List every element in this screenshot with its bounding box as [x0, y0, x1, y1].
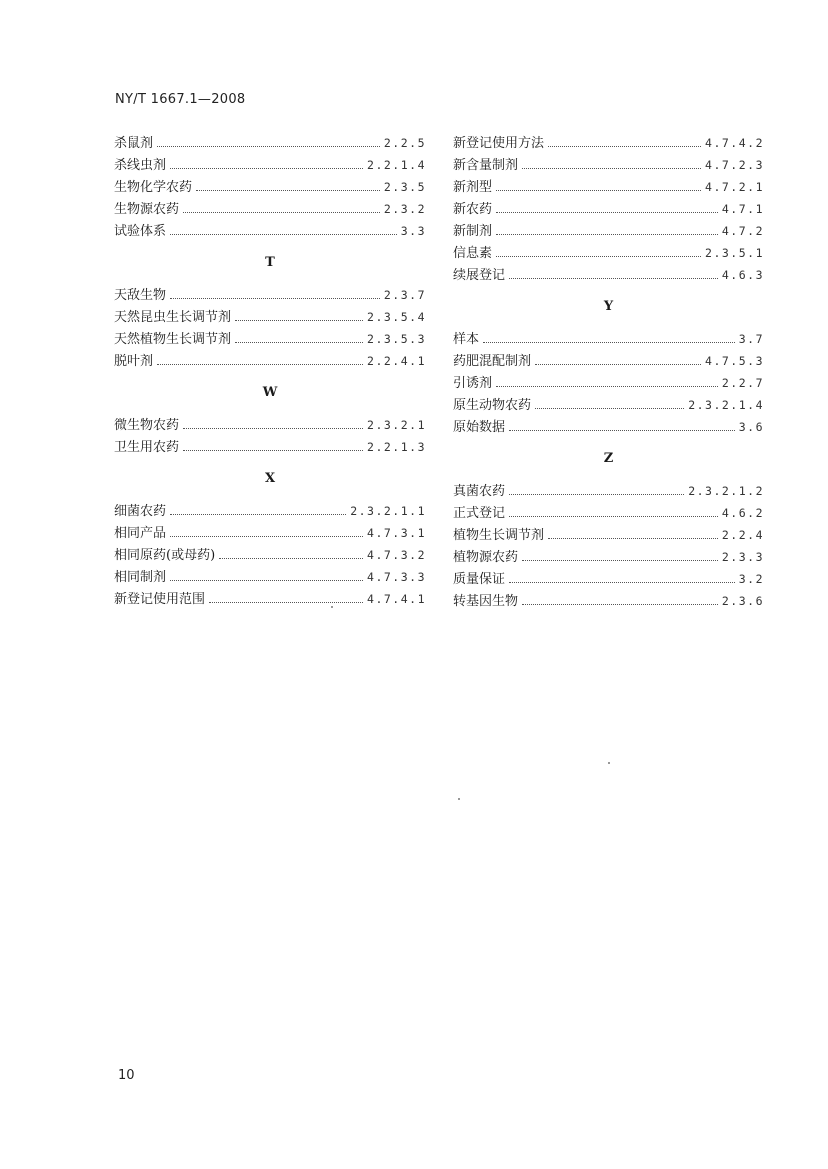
index-term: 试验体系	[114, 224, 167, 239]
index-entry	[114, 220, 426, 242]
index-entry	[453, 394, 764, 416]
clause-reference: 4.7.2	[721, 224, 764, 238]
dot-leader	[522, 604, 718, 605]
dot-leader	[496, 386, 718, 387]
index-term: 生物化学农药	[114, 180, 193, 195]
dot-leader	[170, 234, 397, 235]
index-term: 天然昆虫生长调节剂	[114, 310, 232, 325]
index-term: 原始数据	[453, 420, 506, 435]
dot-leader	[183, 450, 363, 451]
dot-leader	[535, 408, 684, 409]
dot-leader	[170, 580, 363, 581]
index-entry	[453, 546, 764, 568]
index-entry	[453, 328, 764, 350]
dot-leader	[183, 212, 380, 213]
index-term: 引诱剂	[453, 376, 493, 391]
clause-reference: 2.3.7	[383, 288, 426, 302]
index-entry	[453, 132, 764, 154]
dot-leader	[509, 582, 735, 583]
index-section-letter: W	[262, 385, 278, 400]
dot-leader	[157, 364, 363, 365]
index-term: 相同原药(或母药)	[114, 548, 216, 563]
dot-leader	[548, 538, 718, 539]
index-entry	[453, 350, 764, 372]
index-entry	[453, 372, 764, 394]
index-section-letter: Z	[603, 451, 614, 466]
scan-speck	[331, 606, 333, 608]
index-entry	[114, 328, 426, 350]
dot-leader	[235, 320, 363, 321]
dot-leader	[196, 190, 380, 191]
clause-reference: 2.3.5.1	[705, 246, 764, 260]
clause-reference: 2.3.2.1.1	[350, 504, 426, 518]
dot-leader	[509, 430, 735, 431]
dot-leader	[170, 168, 363, 169]
clause-reference: 2.2.1.3	[367, 440, 426, 454]
dot-leader	[548, 146, 701, 147]
index-term: 天然植物生长调节剂	[114, 332, 232, 347]
index-entry	[114, 522, 426, 544]
dot-leader	[496, 256, 701, 257]
index-term: 样本	[453, 332, 480, 347]
index-term: 新剂型	[453, 180, 493, 195]
index-term: 原生动物农药	[453, 398, 532, 413]
clause-reference: 3.2	[738, 572, 764, 586]
index-term: 微生物农药	[114, 418, 180, 433]
dot-leader	[170, 514, 346, 515]
clause-reference: 2.3.5.3	[367, 332, 426, 346]
dot-leader	[522, 168, 701, 169]
index-entry	[114, 198, 426, 220]
index-term: 质量保证	[453, 572, 506, 587]
index-term: 真菌农药	[453, 484, 506, 499]
index-term: 细菌农药	[114, 504, 167, 519]
index-entry	[453, 524, 764, 546]
clause-reference: 2.3.2.1.4	[688, 398, 764, 412]
index-term: 新农药	[453, 202, 493, 217]
index-entry	[114, 436, 426, 458]
index-entry	[453, 416, 764, 438]
index-entry	[453, 568, 764, 590]
index-entry	[114, 544, 426, 566]
dot-leader	[496, 212, 718, 213]
index-column-left	[114, 132, 426, 610]
index-entry	[114, 176, 426, 198]
index-term: 续展登记	[453, 268, 506, 283]
index-entry	[453, 220, 764, 242]
dot-leader	[157, 146, 380, 147]
clause-reference: 3.6	[738, 420, 764, 434]
index-term: 植物源农药	[453, 550, 519, 565]
index-term: 新登记使用范围	[114, 592, 206, 607]
index-term: 生物源农药	[114, 202, 180, 217]
clause-reference: 2.2.4	[721, 528, 764, 542]
index-term: 植物生长调节剂	[453, 528, 545, 543]
index-term: 正式登记	[453, 506, 506, 521]
clause-reference: 2.3.6	[721, 594, 764, 608]
index-term: 信息素	[453, 246, 493, 261]
index-entry	[453, 502, 764, 524]
clause-reference: 4.6.3	[721, 268, 764, 282]
index-entry	[453, 242, 764, 264]
clause-reference: 4.7.3.3	[367, 570, 426, 584]
index-term: 新制剂	[453, 224, 493, 239]
dot-leader	[509, 516, 718, 517]
index-entry	[453, 176, 764, 198]
clause-reference: 2.3.5	[383, 180, 426, 194]
clause-reference: 4.7.3.1	[367, 526, 426, 540]
index-column-right	[453, 132, 764, 612]
clause-reference: 4.7.2.3	[705, 158, 764, 172]
clause-reference: 2.2.4.1	[367, 354, 426, 368]
clause-reference: 2.3.2.1	[367, 418, 426, 432]
index-entry	[114, 414, 426, 436]
index-entry	[453, 480, 764, 502]
clause-reference: 3.7	[738, 332, 764, 346]
index-entry	[114, 306, 426, 328]
dot-leader	[209, 602, 363, 603]
index-entry	[114, 154, 426, 176]
clause-reference: 3.3	[400, 224, 426, 238]
index-term: 转基因生物	[453, 594, 519, 609]
index-entry	[114, 500, 426, 522]
dot-leader	[522, 560, 718, 561]
dot-leader	[183, 428, 363, 429]
scan-speck	[458, 798, 460, 800]
clause-reference: 2.2.1.4	[367, 158, 426, 172]
index-entry	[114, 566, 426, 588]
index-term: 相同产品	[114, 526, 167, 541]
index-term: 卫生用农药	[114, 440, 180, 455]
clause-reference: 4.7.4.1	[367, 592, 426, 606]
index-entry	[453, 154, 764, 176]
dot-leader	[535, 364, 701, 365]
clause-reference: 2.2.5	[383, 136, 426, 150]
document-header: NY/T 1667.1—2008	[115, 92, 246, 107]
index-term: 新登记使用方法	[453, 136, 545, 151]
index-term: 药肥混配制剂	[453, 354, 532, 369]
clause-reference: 4.7.4.2	[705, 136, 764, 150]
index-entry	[453, 264, 764, 286]
index-term: 相同制剂	[114, 570, 167, 585]
index-term: 脱叶剂	[114, 354, 154, 369]
clause-reference: 2.3.2.1.2	[688, 484, 764, 498]
index-entry	[453, 590, 764, 612]
index-section-letter: Y	[603, 299, 614, 314]
clause-reference: 2.3.2	[383, 202, 426, 216]
index-term: 新含量制剂	[453, 158, 519, 173]
clause-reference: 4.7.2.1	[705, 180, 764, 194]
index-term: 杀鼠剂	[114, 136, 154, 151]
clause-reference: 2.2.7	[721, 376, 764, 390]
clause-reference: 4.7.1	[721, 202, 764, 216]
clause-reference: 2.3.3	[721, 550, 764, 564]
index-section-letter: X	[264, 471, 276, 486]
index-entry	[114, 284, 426, 306]
dot-leader	[496, 234, 718, 235]
clause-reference: 4.6.2	[721, 506, 764, 520]
dot-leader	[483, 342, 735, 343]
page-number: 10	[118, 1068, 135, 1083]
index-entry	[453, 198, 764, 220]
dot-leader	[170, 298, 380, 299]
clause-reference: 4.7.3.2	[367, 548, 426, 562]
dot-leader	[170, 536, 363, 537]
dot-leader	[235, 342, 363, 343]
dot-leader	[219, 558, 363, 559]
dot-leader	[496, 190, 701, 191]
scan-speck	[608, 762, 610, 764]
index-term: 杀线虫剂	[114, 158, 167, 173]
index-section-letter: T	[265, 255, 275, 270]
index-term: 天敌生物	[114, 288, 167, 303]
dot-leader	[509, 278, 718, 279]
index-entry	[114, 588, 426, 610]
clause-reference: 2.3.5.4	[367, 310, 426, 324]
index-entry	[114, 132, 426, 154]
clause-reference: 4.7.5.3	[705, 354, 764, 368]
index-entry	[114, 350, 426, 372]
dot-leader	[509, 494, 684, 495]
